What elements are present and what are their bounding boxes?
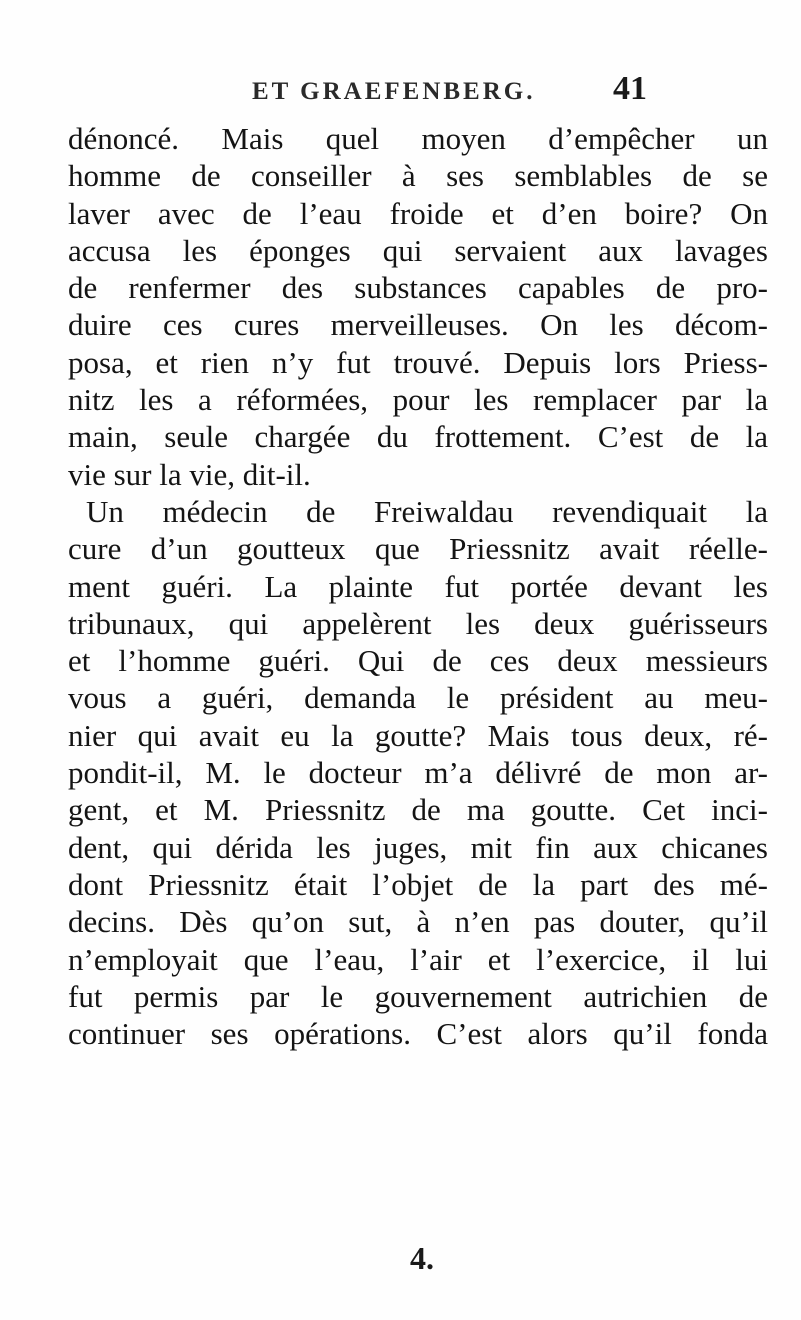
text-line: ment guéri. La plainte fut portée devant les xyxy=(68,568,768,604)
text-line: de renfermer des substances capables de pro- xyxy=(68,270,768,306)
text-line: accusa les éponges qui servaient aux lavages xyxy=(68,232,768,268)
text-line: continuer ses opérations. C’est alors qu’il fonda xyxy=(68,1016,768,1052)
running-title: ET GRAEFENBERG. xyxy=(252,78,536,105)
text-line: posa, et rien n’y fut trouvé. Depuis lors Priess- xyxy=(68,344,768,380)
text-line: dénoncé. Mais quel moyen d’empêcher un xyxy=(68,121,768,156)
signature-mark: 4. xyxy=(410,1240,434,1276)
text-line: n’employait que l’eau, l’air et l’exercice, il lui xyxy=(68,941,768,977)
text-line: laver avec de l’eau froide et d’en boire? On xyxy=(68,195,768,231)
text-line: cure d’un goutteux que Priessnitz avait réelle- xyxy=(68,531,768,567)
text-line: dent, qui dérida les juges, mit fin aux chicanes xyxy=(68,829,768,865)
text-line: vous a guéri, demanda le président au meu- xyxy=(68,680,768,716)
paragraph-end-line: vie sur la vie, dit-il. xyxy=(68,456,311,492)
text-line: fut permis par le gouvernement autrichien de xyxy=(68,978,768,1014)
text-line: nier qui avait eu la goutte? Mais tous deux, ré- xyxy=(68,717,768,753)
text-line: et l’homme guéri. Qui de ces deux messieurs xyxy=(68,643,768,679)
body-text xyxy=(68,120,768,1052)
text-line: decins. Dès qu’on sut, à n’en pas douter, qu’il xyxy=(68,904,768,940)
text-line: tribunaux, qui appelèrent les deux guérisseurs xyxy=(68,605,768,641)
text-line: duire ces cures merveilleuses. On les décom- xyxy=(68,307,768,343)
paragraph-start-line: Un médecin de Freiwaldau revendiquait la xyxy=(86,493,768,529)
page-number: 41 xyxy=(613,70,647,107)
text-line: dont Priessnitz était l’objet de la part des mé- xyxy=(68,866,768,902)
text-line: main, seule chargée du frottement. C’est de la xyxy=(68,419,768,455)
text-line: homme de conseiller à ses semblables de se xyxy=(68,158,768,194)
text-line: nitz les a réformées, pour les remplacer par la xyxy=(68,382,768,418)
text-line: pondit-il, M. le docteur m’a délivré de mon ar- xyxy=(68,755,768,791)
text-line: gent, et M. Priessnitz de ma goutte. Cet inci- xyxy=(68,792,768,828)
